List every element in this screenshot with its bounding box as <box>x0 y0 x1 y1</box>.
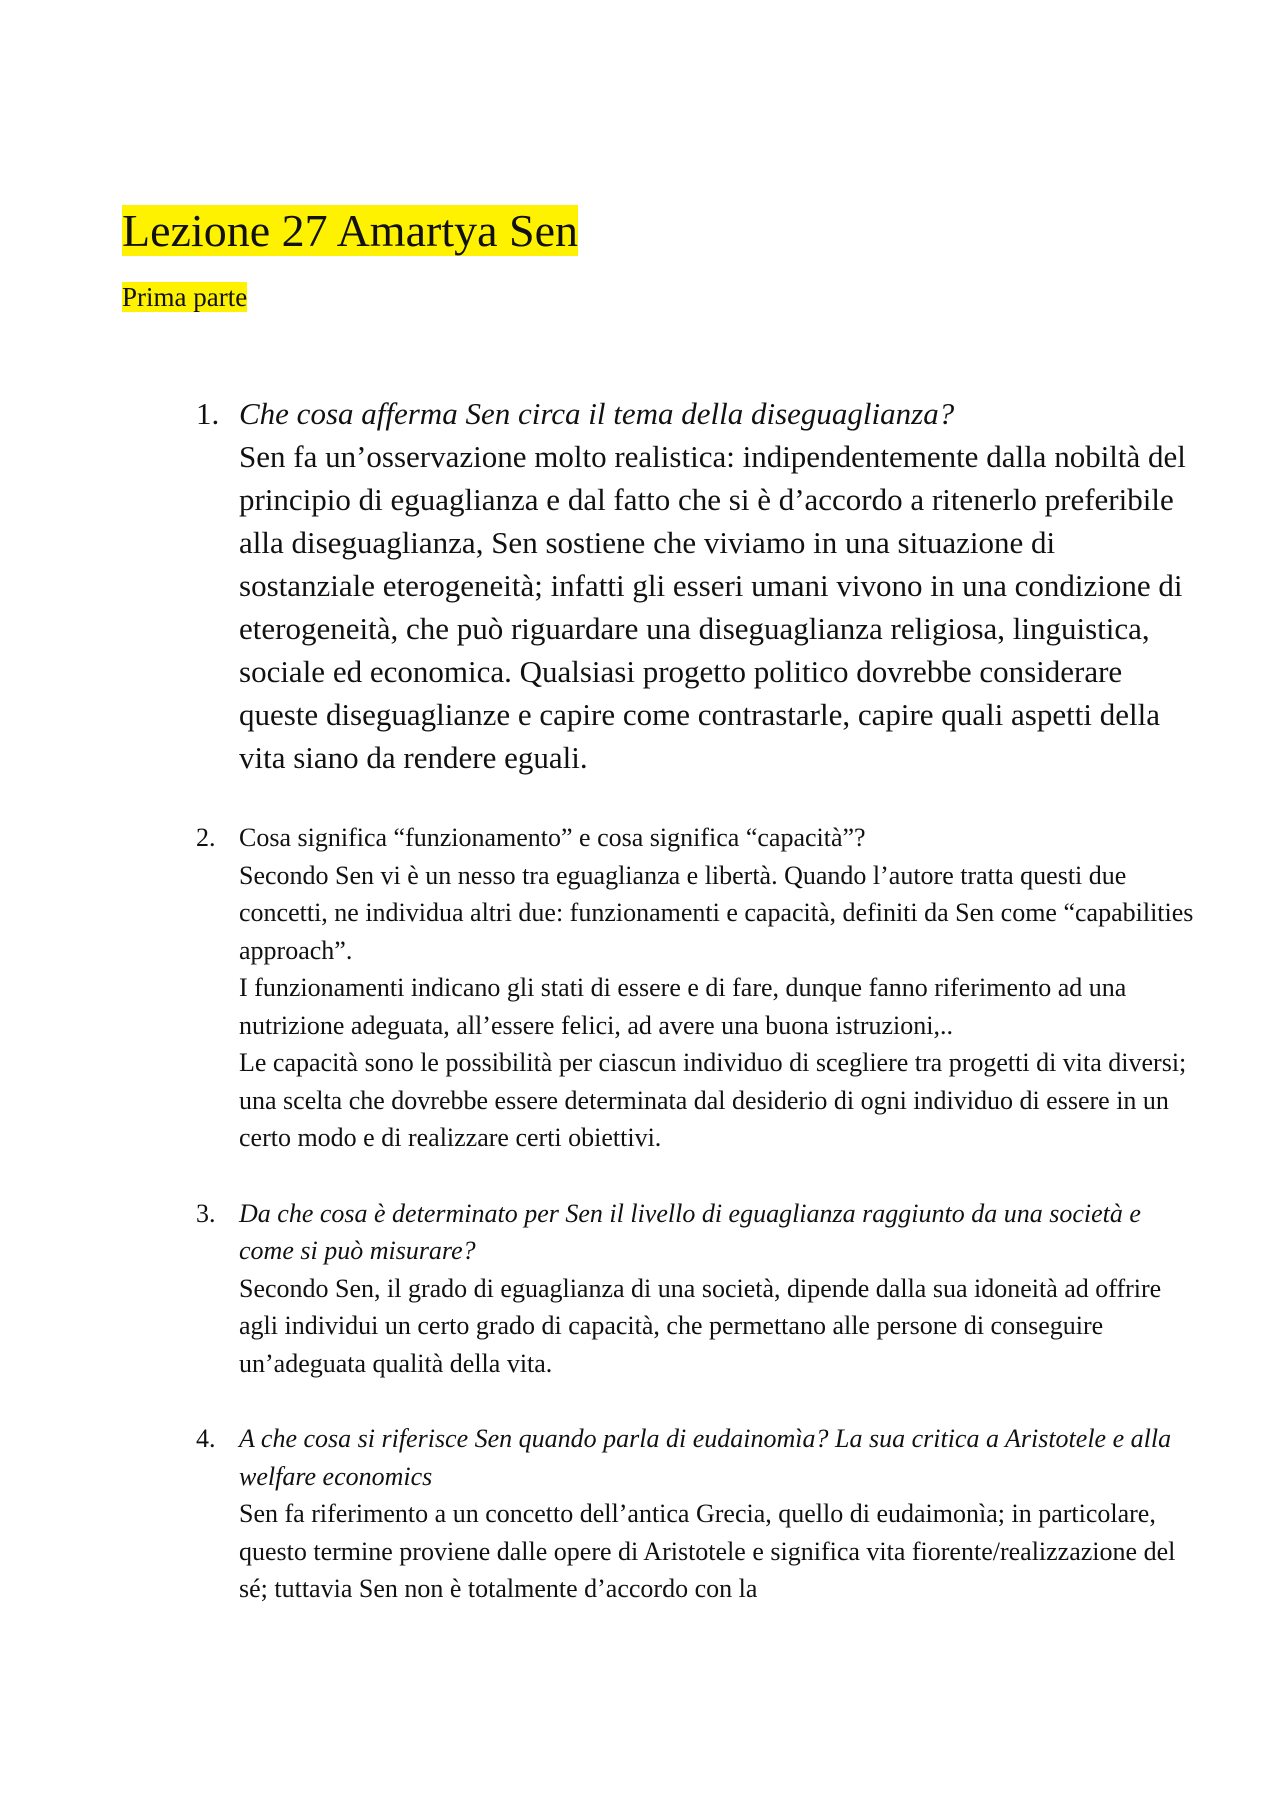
item-number: 3. <box>196 1198 216 1228</box>
item-answer: Le capacità sono le possibilità per ciascun individuo di scegliere tra progetti di vita diversi; una scelta che dovrebbe essere determinata dal desiderio di ogni individuo di essere in un certo modo e di realizzare certi obiettivi. <box>239 1048 1187 1152</box>
list-item <box>196 1420 1196 1608</box>
question-list <box>196 392 1196 1608</box>
item-answer: Sen fa riferimento a un concetto dell’antica Grecia, quello di eudaimonìa; in particolare, questo termine proviene dalle opere di Aristotele e significa vita fiorente/realizzazione del sé; tuttavia Sen non è totalmente d’accordo con la <box>239 1499 1176 1603</box>
item-answer: Secondo Sen, il grado di eguaglianza di una società, dipende dalla sua idoneità ad offrire agli individui un certo grado di capacità, che permettano alle persone di conseguire un’adeguata qualità della vita. <box>239 1273 1162 1378</box>
item-question: Da che cosa è determinato per Sen il livello di eguaglianza raggiunto da una società e come si può misurare? <box>239 1198 1141 1265</box>
page-subtitle <box>122 280 247 314</box>
item-number: 1. <box>196 396 220 431</box>
item-question: Che cosa afferma Sen circa il tema della diseguaglianza? <box>239 396 955 431</box>
item-answer: I funzionamenti indicano gli stati di essere e di fare, dunque fanno riferimento ad una nutrizione adeguata, all’essere felici, ad avere una buona istruzioni,.. <box>239 973 1127 1040</box>
list-item <box>196 392 1196 779</box>
item-answer: Sen fa un’osservazione molto realistica: indipendentemente dalla nobiltà del principio di eguaglianza e dal fatto che si è d’accordo a ritenerlo preferibile alla diseguaglianza, Sen sostiene che viviamo in una situazione di sostanziale eterogeneità; infatti gli esseri umani vivono in una condizione di eterogeneità, che può riguardare una diseguaglianza religiosa, linguistica, sociale ed economica. Qualsiasi progetto politico dovrebbe considerare queste diseguaglianze e capire come contrastarle, capire quali aspetti della vita siano da rendere eguali. <box>239 439 1186 775</box>
title-highlight: Lezione 27 Amartya Sen <box>122 205 579 256</box>
list-item <box>196 819 1196 1157</box>
list-item <box>196 1195 1196 1383</box>
item-number: 4. <box>196 1424 216 1453</box>
subtitle-highlight: Prima parte <box>122 282 248 312</box>
item-question: Cosa significa “funzionamento” e cosa significa “capacità”? <box>239 823 866 852</box>
item-question: A che cosa si riferisce Sen quando parla di eudainomìa? La sua critica a Aristotele e alla welfare economics <box>239 1424 1172 1491</box>
item-answer: Secondo Sen vi è un nesso tra eguaglianza e libertà. Quando l’autore tratta questi due concetti, ne individua altri due: funzionamenti e capacità, definiti da Sen come “capabilities approach”. <box>239 860 1194 965</box>
page-title <box>122 203 578 259</box>
item-number: 2. <box>196 823 216 852</box>
